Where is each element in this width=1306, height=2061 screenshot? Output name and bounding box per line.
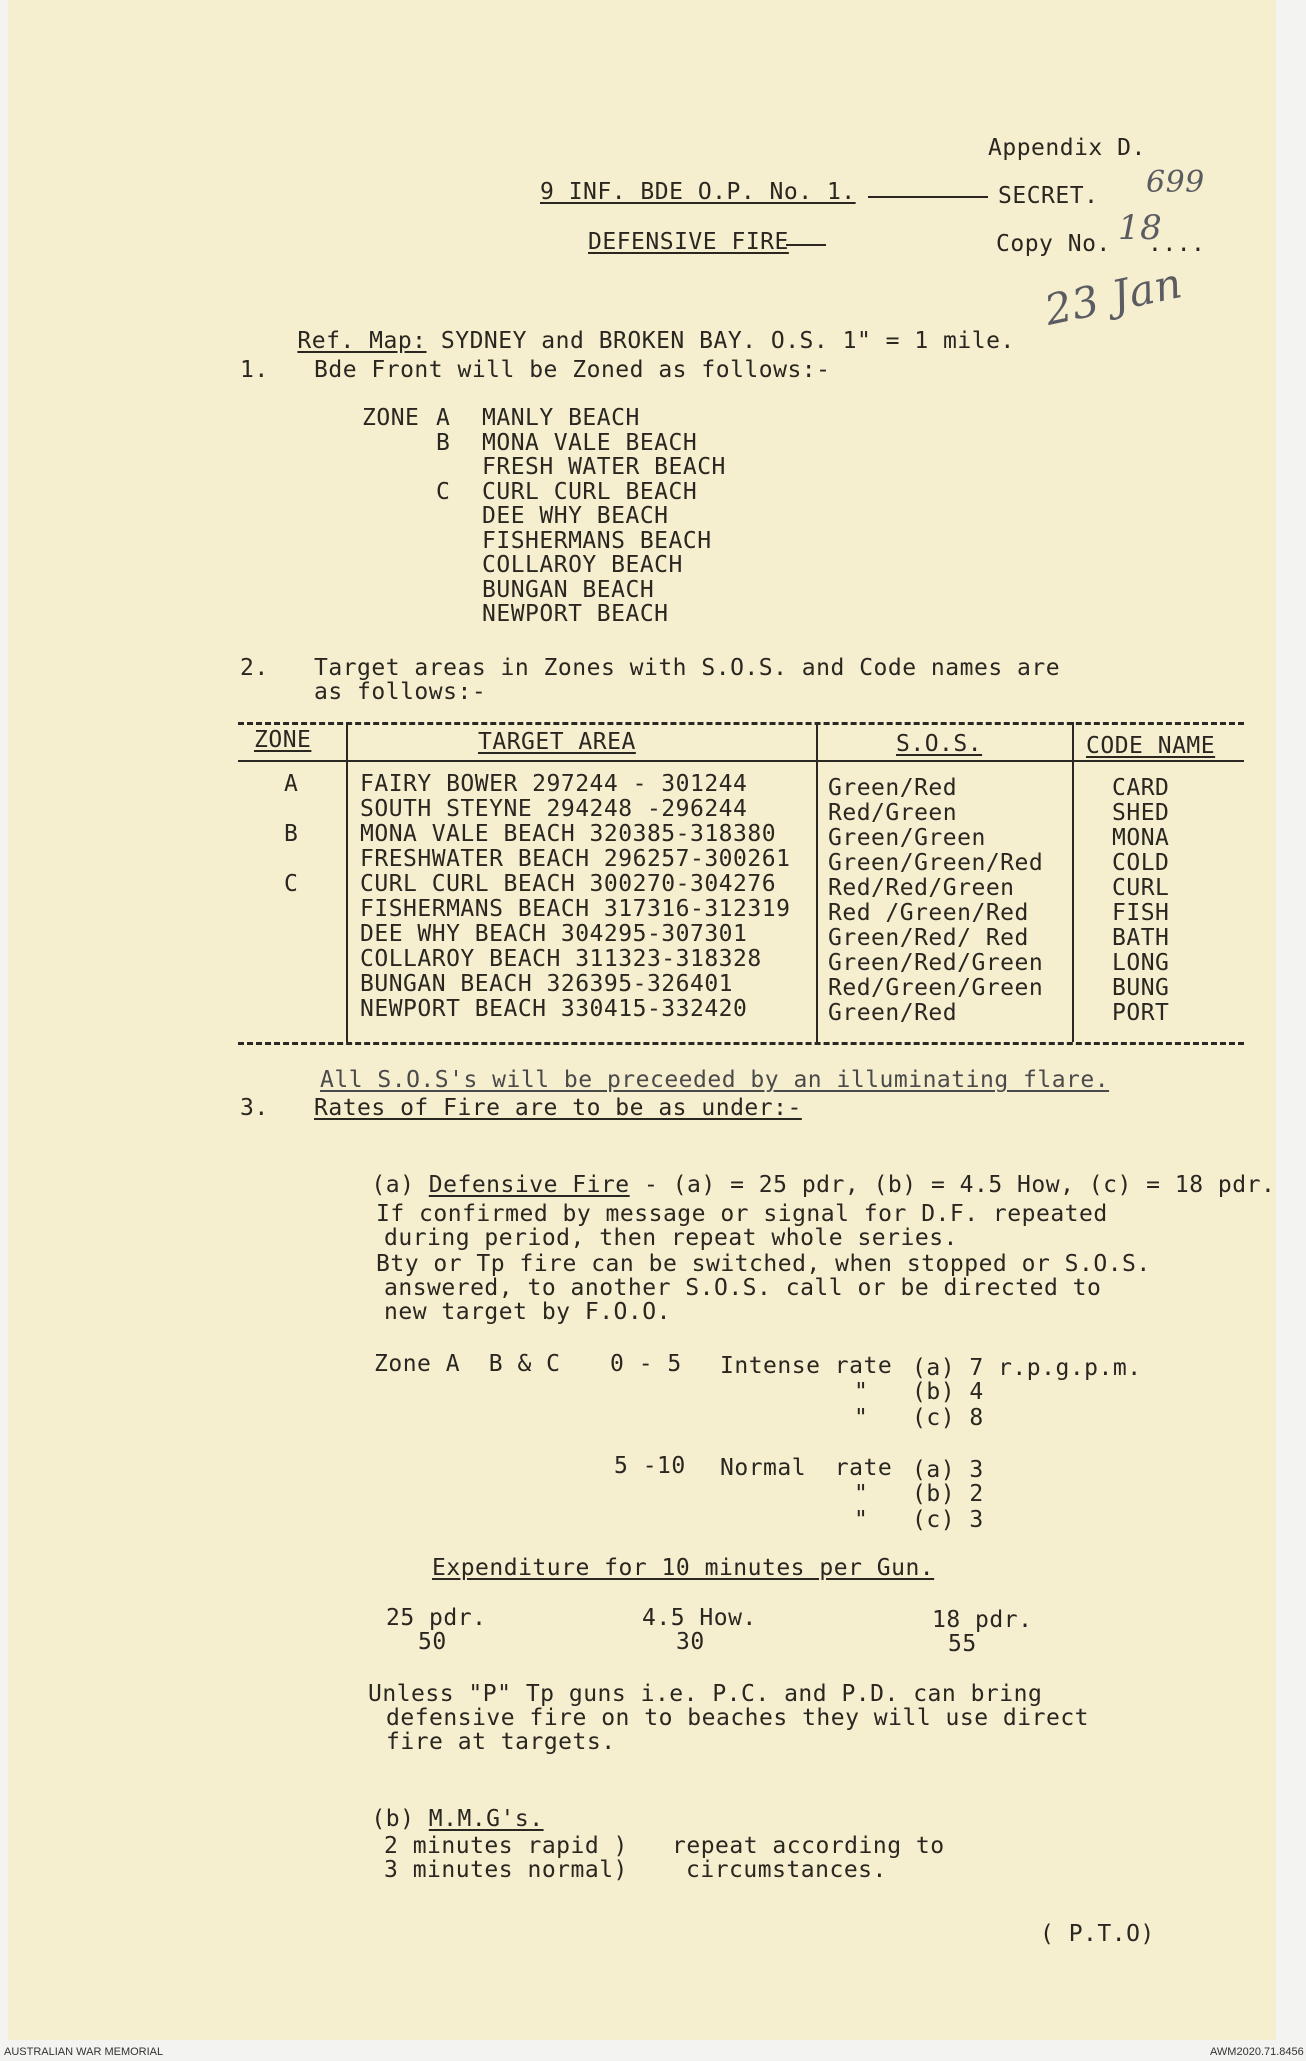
zone-word: ZONE — [362, 405, 420, 431]
document-page — [8, 0, 1276, 2040]
para-line: Bty or Tp fire can be switched, when stopped or S.O.S. — [376, 1251, 1151, 1277]
table-col-rule-3 — [1072, 722, 1074, 1042]
normal-label: Normal rate — [720, 1455, 893, 1481]
header-code-name: CODE NAME — [1086, 733, 1216, 759]
zone-beach: DEE WHY BEACH — [482, 503, 669, 529]
normal-b: (b) 2 — [912, 1481, 984, 1507]
row-target-area: FISHERMANS BEACH 317316-312319 — [360, 896, 791, 922]
intense-label: Intense rate — [720, 1353, 893, 1379]
row-target-area: DEE WHY BEACH 304295-307301 — [360, 921, 748, 947]
handwritten-date: 23 Jan — [1040, 258, 1187, 335]
table-header-rule — [238, 760, 1244, 762]
zone-beach: FRESH WATER BEACH — [482, 454, 726, 480]
section1-text: Bde Front will be Zoned as follows:- — [314, 357, 831, 383]
intense-c: (c) 8 — [912, 1405, 984, 1431]
row-sos: Green/Red/Green — [828, 950, 1044, 976]
row-target-area: CURL CURL BEACH 300270-304276 — [360, 871, 777, 897]
row-sos: Red/Red/Green — [828, 875, 1015, 901]
zone-beach: MONA VALE BEACH — [482, 429, 698, 456]
subsection-a-label: (a) — [371, 1172, 415, 1198]
para-line: new target by F.O.O. — [384, 1299, 671, 1325]
ditto-mark: " — [854, 1405, 869, 1431]
row-code-name: COLD — [1112, 850, 1170, 876]
para-line: answered, to another S.O.S. call or be directed to — [384, 1275, 1102, 1301]
normal-a: (a) 3 — [912, 1457, 984, 1483]
header-zone: ZONE — [254, 727, 312, 753]
subsection-a-detail: - (a) = 25 pdr, (b) = 4.5 How, (c) = 18 pdr. — [629, 1172, 1276, 1198]
row-target-area: BUNGAN BEACH 326395-326401 — [360, 971, 734, 997]
row-target-area: SOUTH STEYNE 294248 -296244 — [360, 796, 748, 822]
expenditure-rounds: 30 — [676, 1629, 705, 1655]
row-zone: B — [284, 821, 299, 847]
mmg-right: repeat according to — [672, 1833, 945, 1859]
zone-beach: COLLAROY BEACH — [482, 552, 683, 578]
row-sos: Red/Green/Green — [828, 975, 1044, 1001]
unless-line: fire at targets. — [386, 1729, 616, 1755]
sos-note: All S.O.S's will be preceeded by an illuminating flare. — [320, 1067, 1110, 1093]
row-sos: Green/Red — [828, 1000, 958, 1026]
expenditure-gun: 18 pdr. — [932, 1607, 1033, 1633]
row-code-name: CARD — [1112, 775, 1170, 801]
row-target-area: NEWPORT BEACH 330415-332420 — [360, 996, 748, 1022]
zone-beach: FISHERMANS BEACH — [482, 527, 712, 554]
row-target-area: FAIRY BOWER 297244 - 301244 — [360, 771, 748, 797]
ref-map-text: SYDNEY and BROKEN BAY. O.S. 1" = 1 mile. — [440, 328, 1015, 354]
unless-line: defensive fire on to beaches they will use direct — [386, 1705, 1090, 1731]
row-code-name: BATH — [1112, 925, 1170, 951]
header-sos: S.O.S. — [896, 731, 983, 757]
order-title: 9 INF. BDE O.P. No. 1. — [540, 179, 856, 205]
unless-line: Unless "P" Tp guns i.e. P.C. and P.D. can bring — [368, 1681, 1043, 1707]
mmg-right: circumstances. — [686, 1857, 887, 1883]
intense-period: 0 - 5 — [610, 1351, 682, 1377]
subtitle: DEFENSIVE FIRE — [588, 229, 789, 255]
section2-number: 2. — [240, 655, 269, 681]
row-code-name: BUNG — [1112, 975, 1170, 1001]
row-target-area: FRESHWATER BEACH 296257-300261 — [360, 846, 791, 872]
title-dash — [868, 196, 988, 198]
row-target-area: COLLAROY BEACH 311323-318328 — [360, 946, 762, 972]
expenditure-rounds: 55 — [948, 1631, 977, 1657]
zone-letter: A — [436, 405, 451, 431]
subsection-a-title: Defensive Fire — [428, 1172, 630, 1198]
row-code-name: PORT — [1112, 1000, 1170, 1026]
ditto-mark: " — [854, 1481, 869, 1507]
subsection-b-label: (b) — [371, 1806, 415, 1832]
section2-line1: Target areas in Zones with S.O.S. and Code names are — [314, 655, 1061, 681]
row-sos: Red /Green/Red — [828, 900, 1029, 926]
intense-b: (b) 4 — [912, 1379, 984, 1405]
handwritten-page-number: 699 — [1146, 165, 1205, 200]
row-sos: Green/Green — [828, 825, 986, 851]
expenditure-gun: 25 pdr. — [386, 1605, 487, 1631]
copy-label: Copy No. — [996, 231, 1111, 257]
footer-institution: AUSTRALIAN WAR MEMORIAL — [4, 2046, 164, 2058]
mmg-left: 2 minutes rapid ) — [384, 1833, 628, 1859]
section3-number: 3. — [240, 1095, 269, 1121]
appendix-label: Appendix D. — [988, 135, 1146, 161]
table-top-rule — [238, 722, 1244, 725]
row-zone: A — [284, 771, 299, 797]
normal-period: 5 -10 — [614, 1453, 686, 1479]
ref-map-label: Ref. Map: — [297, 328, 427, 354]
header-target-area: TARGET AREA — [478, 729, 636, 755]
zone-beach: NEWPORT BEACH — [482, 601, 669, 627]
expenditure-gun: 4.5 How. — [642, 1605, 757, 1631]
zone-line: Zone A B & C — [374, 1351, 561, 1377]
section2-line2: as follows:- — [314, 679, 487, 705]
row-sos: Green/Red — [828, 775, 958, 801]
section1-number: 1. — [240, 357, 269, 383]
row-code-name: FISH — [1112, 900, 1170, 926]
copy-dots: .... — [1148, 231, 1206, 257]
zone-beach: BUNGAN BEACH — [482, 576, 655, 603]
section3-title: Rates of Fire are to be as under:- — [314, 1095, 802, 1121]
intense-a: (a) 7 r.p.g.p.m. — [912, 1355, 1142, 1381]
row-sos: Green/Red/ Red — [828, 925, 1029, 951]
para-line: during period, then repeat whole series. — [384, 1225, 958, 1251]
zone-letter: B — [436, 429, 451, 456]
expenditure-rounds: 50 — [418, 1629, 447, 1655]
mmg-left: 3 minutes normal) — [384, 1857, 628, 1883]
row-code-name: SHED — [1112, 800, 1170, 826]
table-bottom-rule — [238, 1042, 1244, 1045]
pto: ( P.T.O) — [1040, 1921, 1155, 1947]
row-code-name: LONG — [1112, 950, 1170, 976]
table-col-rule-1 — [346, 722, 348, 1042]
row-code-name: MONA — [1112, 825, 1170, 851]
normal-c: (c) 3 — [912, 1507, 984, 1533]
subtitle-dash — [786, 244, 826, 246]
zone-letter: C — [436, 478, 451, 505]
ditto-mark: " — [854, 1507, 869, 1533]
row-sos: Green/Green/Red — [828, 850, 1044, 876]
zone-beach: MANLY BEACH — [482, 405, 640, 431]
footer-reference: AWM2020.71.8456 — [1210, 2046, 1304, 2058]
zone-beach: CURL CURL BEACH — [482, 478, 698, 505]
table-col-rule-2 — [816, 722, 818, 1042]
row-target-area: MONA VALE BEACH 320385-318380 — [360, 821, 777, 847]
row-sos: Red/Green — [828, 800, 958, 826]
row-zone: C — [284, 871, 299, 897]
row-code-name: CURL — [1112, 875, 1170, 901]
ditto-mark: " — [854, 1379, 869, 1405]
subsection-b-title: M.M.G's. — [428, 1806, 544, 1832]
expenditure-title: Expenditure for 10 minutes per Gun. — [432, 1555, 935, 1581]
para-line: If confirmed by message or signal for D.F. repeated — [376, 1201, 1108, 1227]
classification: SECRET. — [998, 183, 1099, 209]
handwritten-copy-number: 18 — [1118, 208, 1163, 248]
